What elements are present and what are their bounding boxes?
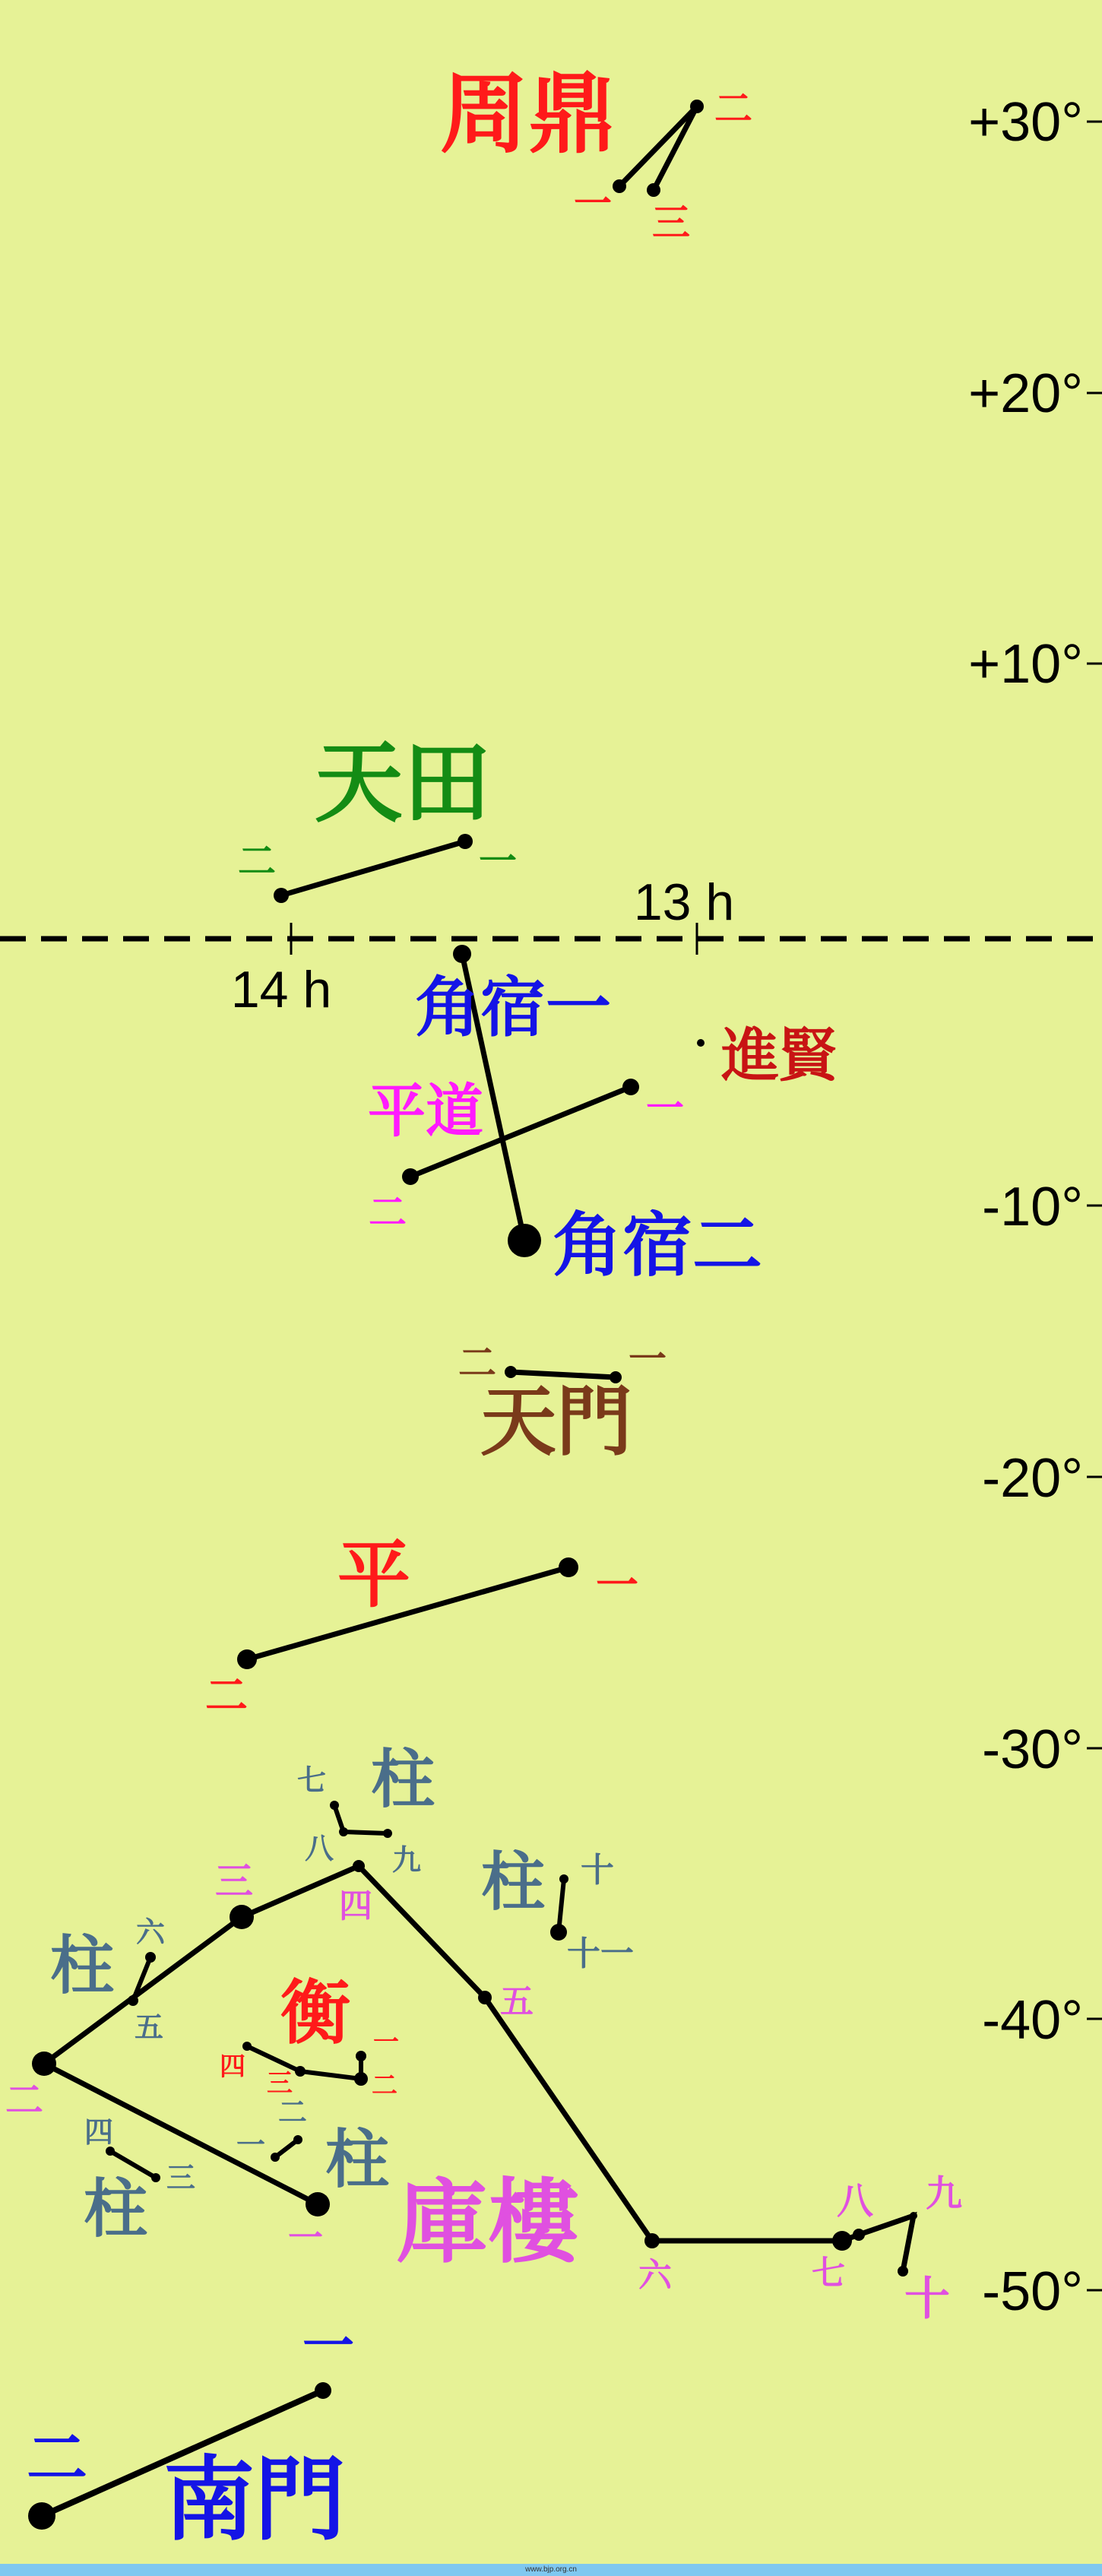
nanmen-name: 南門 <box>163 2448 346 2553</box>
pingdao-name: 平道 <box>368 1077 483 1145</box>
star <box>293 2135 302 2144</box>
star <box>832 2231 852 2251</box>
star <box>353 1860 365 1872</box>
star <box>271 2153 280 2162</box>
zhu-b-label-10: 十 <box>581 1851 614 1890</box>
star <box>32 2052 56 2076</box>
heng-label-2: 二 <box>372 2071 397 2101</box>
zhu-c-label-5: 五 <box>134 2010 164 2044</box>
star <box>853 2229 865 2241</box>
zhouding-name: 周鼎 <box>440 63 616 166</box>
star <box>128 1995 138 2006</box>
kulou-name: 庫樓 <box>397 2170 579 2276</box>
kulou-label-6: 六 <box>638 2256 672 2295</box>
zhu-d-label-3: 三 <box>166 2161 196 2194</box>
star <box>151 2173 160 2182</box>
star <box>550 1924 567 1941</box>
tiantian-name: 天田 <box>315 732 491 835</box>
star <box>402 1168 419 1185</box>
ping-label-1: 一 <box>596 1561 638 1611</box>
footer-credit: www.bjp.org.cn <box>0 2564 1102 2576</box>
star <box>237 1649 257 1669</box>
nanmen-label-1: 一 <box>302 2317 355 2377</box>
kulou-label-9: 九 <box>925 2172 963 2215</box>
kulou-label-8: 八 <box>836 2180 874 2223</box>
zhu-c-name: 柱 <box>49 1928 115 2003</box>
zhu-a-label-8: 八 <box>304 1832 334 1865</box>
kulou-label-2: 二 <box>5 2078 43 2122</box>
kulou-label-5: 五 <box>500 1982 534 2021</box>
zhouding-lines <box>619 106 697 190</box>
zhu-d-name: 柱 <box>83 2172 148 2246</box>
star <box>145 1952 156 1963</box>
zhu-d-label-4: 四 <box>84 2115 114 2149</box>
dec-axis <box>968 92 1102 2322</box>
dec-tick-label: -30° <box>982 1719 1083 1780</box>
star <box>644 2233 660 2248</box>
nanmen-label-2: 二 <box>27 2423 87 2494</box>
tiantian-label-1: 一 <box>479 839 517 883</box>
star <box>559 1557 578 1577</box>
star <box>28 2502 55 2530</box>
star <box>613 179 626 193</box>
constellation-zhouding <box>440 63 752 245</box>
zhu-c-label-6: 六 <box>135 1915 166 1949</box>
heng-name: 衡 <box>280 1972 351 2054</box>
pingdao-label-2: 二 <box>369 1190 407 1234</box>
star <box>315 2382 331 2399</box>
star <box>383 1829 392 1838</box>
star <box>559 1874 568 1884</box>
kulou-label-10: 十 <box>904 2273 950 2326</box>
zhu-a-name: 柱 <box>370 1742 435 1817</box>
star <box>242 2042 252 2051</box>
kulou-label-7: 七 <box>812 2254 845 2292</box>
tianmen-label-2: 二 <box>458 1341 496 1385</box>
kulou-label-3: 三 <box>215 1859 253 1903</box>
dec-tick-label: -40° <box>982 1990 1083 2051</box>
tianmen-name: 天門 <box>480 1377 632 1466</box>
tiantian-line <box>281 841 465 895</box>
dec-tick-label: -10° <box>982 1177 1083 1237</box>
kulou-label-4: 四 <box>339 1887 372 1925</box>
star <box>505 1366 517 1378</box>
kulou-label-1: 一 <box>288 2217 323 2258</box>
zhu-e-label-2: 二 <box>277 2096 308 2129</box>
jiao-star2-label: 角宿二 <box>552 1205 763 1286</box>
constellation-tiantian <box>238 732 517 903</box>
star <box>622 1079 639 1095</box>
star-jiao-2 <box>508 1224 541 1257</box>
dec-tick-label: +10° <box>968 634 1083 695</box>
heng-label-4: 四 <box>220 2052 245 2082</box>
star <box>274 888 289 903</box>
star <box>339 1827 348 1836</box>
tiantian-label-2: 二 <box>238 839 276 883</box>
star <box>230 1905 254 1929</box>
star <box>910 2212 917 2220</box>
constellation-heng <box>220 1972 399 2101</box>
pingdao-label-1: 一 <box>646 1086 684 1130</box>
star <box>330 1801 339 1810</box>
dec-tick-label: +20° <box>968 363 1083 424</box>
heng-label-1: 一 <box>373 2027 399 2058</box>
star <box>356 2051 366 2061</box>
zhouding-label-2: 二 <box>714 87 752 131</box>
star <box>295 2066 306 2077</box>
zhouding-label-3: 三 <box>652 201 690 245</box>
constellation-nanmen <box>27 2317 354 2553</box>
constellation-ping <box>205 1532 638 1721</box>
ping-label-2: 二 <box>205 1671 248 1721</box>
zhu-b-name: 柱 <box>480 1845 546 1919</box>
star <box>647 183 660 197</box>
zhu-e-label-1: 一 <box>236 2128 266 2162</box>
star <box>478 1991 492 2004</box>
zhu-e-name: 柱 <box>325 2122 390 2197</box>
dec-tick-label: -50° <box>982 2261 1083 2322</box>
dec-tick-label: +30° <box>968 92 1083 153</box>
jinxian-name: 進賢 <box>721 1022 837 1089</box>
ra-label-13h: 13 h <box>633 873 735 931</box>
ra-label-14h: 14 h <box>230 961 332 1019</box>
star <box>697 1039 705 1047</box>
constellation-jinxian <box>697 1022 841 1089</box>
zhu-a-label-9: 九 <box>391 1843 422 1877</box>
star <box>354 2072 368 2086</box>
heng-label-3: 三 <box>267 2068 293 2099</box>
tianmen-label-1: 一 <box>629 1337 667 1381</box>
ping-name: 平 <box>337 1532 410 1618</box>
star <box>458 834 473 849</box>
tianmen-line <box>511 1372 616 1377</box>
zhouding-label-1: 一 <box>574 182 612 226</box>
zhu-b-label-11: 十一 <box>567 1934 634 1973</box>
zhu-a-label-7: 七 <box>296 1763 327 1797</box>
jiao-star1-label: 角宿一 <box>415 970 611 1046</box>
dec-tick-label: -20° <box>982 1448 1083 1509</box>
star <box>690 100 704 113</box>
star-jiao-1 <box>453 945 471 963</box>
constellation-tianmen <box>458 1337 667 1466</box>
